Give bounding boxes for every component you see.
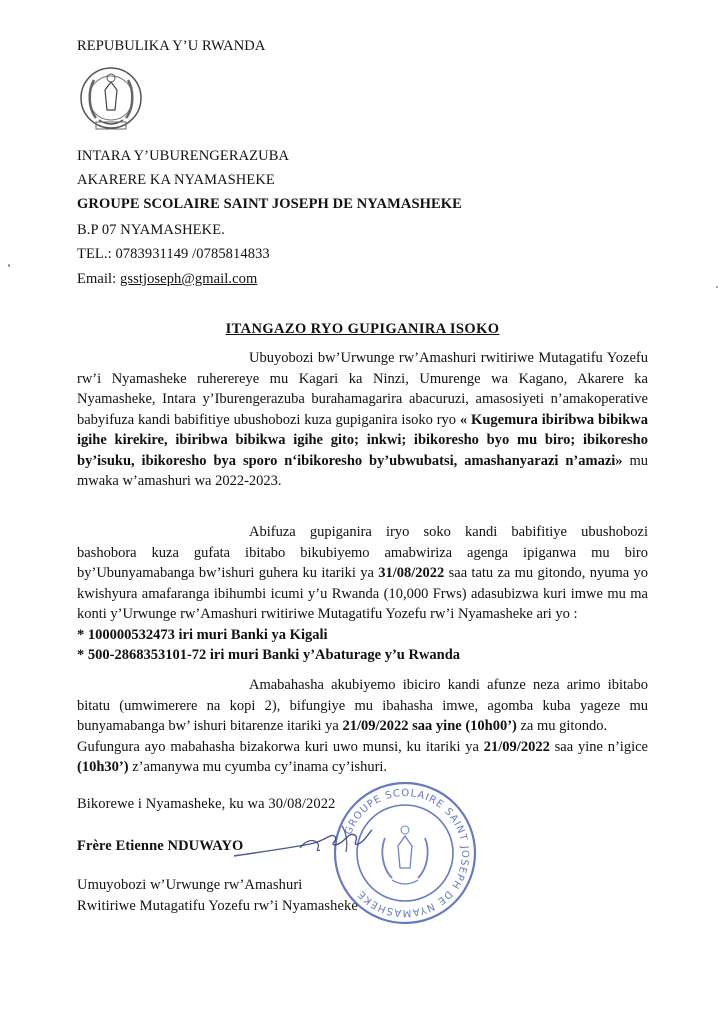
p3-deadline: 21/09/2022 saa yine (10h00’) <box>342 718 517 734</box>
province-line: INTARA Y’UBURENGERAZUBA <box>77 148 290 164</box>
school-name: GROUPE SCOLAIRE SAINT JOSEPH DE NYAMASHEKE <box>77 196 462 212</box>
email-link[interactable]: gsstjoseph@gmail.com <box>119 271 258 287</box>
telephone-line: TEL.: 0783931149 /0785814833 <box>77 246 270 262</box>
signatory-role-line1: Umuyobozi w’Urwunge rw’Amashuri <box>77 877 303 893</box>
signatory-role-line2: Rwitiriwe Mutagatifu Yozefu rw’i Nyamasheke <box>77 898 358 914</box>
place-and-date: Bikorewe i Nyamasheke, ku wa 30/08/2022 <box>77 796 336 812</box>
p3-text-e: z’amanywa mu cyumba cy’inama cy’ishuri. <box>128 759 388 775</box>
p3-opening-date: 21/09/2022 <box>483 738 550 755</box>
p1-tender-items: « Kugemura ibiribwa bibikwa igihe kirekire, ibiribwa bibikwa igihe gito; inkwi; ibikoresho byo mu biro; ibikoresho by’isuku, ibikoresho bya sporo n‘ibikoresho by’ubwubatsi, amashanyarazi n’amazi» <box>77 411 648 469</box>
p2-text-a: Abifuza gupiganira iryo soko kandi babifitiye ubushobozi bashobora kuza gufata ibitabo bikubiyemo amabwiriza agenga ipiganwa mu biro by’Ubunyamabanga bw’ishuri guhera ku itariki ya <box>77 524 648 581</box>
paragraph-submission <box>77 675 648 778</box>
email-label: Email: <box>77 271 120 287</box>
p2-start-date: 31/08/2022 <box>378 565 445 581</box>
p3-opening-time: (10h30’) <box>77 759 129 775</box>
p3-text-c: Gufungura ayo mabahasha bizakorwa kuri uwo munsi, ku itariki ya <box>77 738 484 755</box>
district-line: AKARERE KA NYAMASHEKE <box>77 172 275 188</box>
p1-text-c: mu mwaka w’amashuri wa 2022-2023. <box>77 452 649 489</box>
paragraph-invitation <box>77 348 648 492</box>
republic-heading: REPUBULIKA Y’U RWANDA <box>77 38 266 54</box>
scan-speck <box>8 264 10 267</box>
p1-text-a: Ubuyobozi bw’Urwunge rw’Amashuri rwitiriwe Mutagatifu Yozefu rw’i Nyamasheke ruherereye mu Kagari ka Ninzi, Umurenge wa Kagano, Akarere ka Nyamasheke, Intara y’Iburengerazuba burahamagarira abacuruzi, amasosiyeti n’amakoperative babyifuza kandi babifitiye ubushobozi kuza gupiganira isoko ryo <box>77 350 648 428</box>
bank-account-bpr: * 500-2868353101-72 iri muri Banki y’Abaturage y’u Rwanda <box>77 647 461 663</box>
bank-account-bk: * 100000532473 iri muri Banki ya Kigali <box>77 626 328 643</box>
p2-text-b: saa tatu za mu gitondo, nyuma yo kwishyura amafaranga ibihumbi icumi y’u Rwanda (10,000 Frws) adasubizwa kuri imwe mu ma konti y’Urwunge rw’Amashuri rwitiriwe Mutagatifu Yozefu rw’i Nyamasheke ari yo : <box>77 565 648 622</box>
scan-speck <box>716 286 718 288</box>
po-box-line: B.P 07 NYAMASHEKE. <box>77 222 225 238</box>
signatory-name: Frère Etienne NDUWAYO <box>77 838 244 854</box>
paragraph-documents <box>77 522 648 666</box>
national-emblem-icon <box>74 60 148 138</box>
p3-text-a: Amabahasha akubiyemo ibiciro kandi afunze neza arimo ibitabo bitatu (umwimerere na kopi 2), bifungiye mu ibahasha imwe, agomba kuba yageze mu bunyamabanga bw’ ishuri bitarenze itariki ya <box>77 677 648 734</box>
stamp-text: GROUPE SCOLAIRE SAINT JOSEPH DE NYAMASHEKE <box>343 787 471 919</box>
p3-text-b: za mu gitondo. <box>516 718 608 734</box>
announcement-title: ITANGAZO RYO GUPIGANIRA ISOKO <box>225 321 500 337</box>
handwritten-signature <box>230 818 380 868</box>
p3-text-d: saa yine n’igice <box>549 738 648 755</box>
email-line <box>77 271 257 288</box>
